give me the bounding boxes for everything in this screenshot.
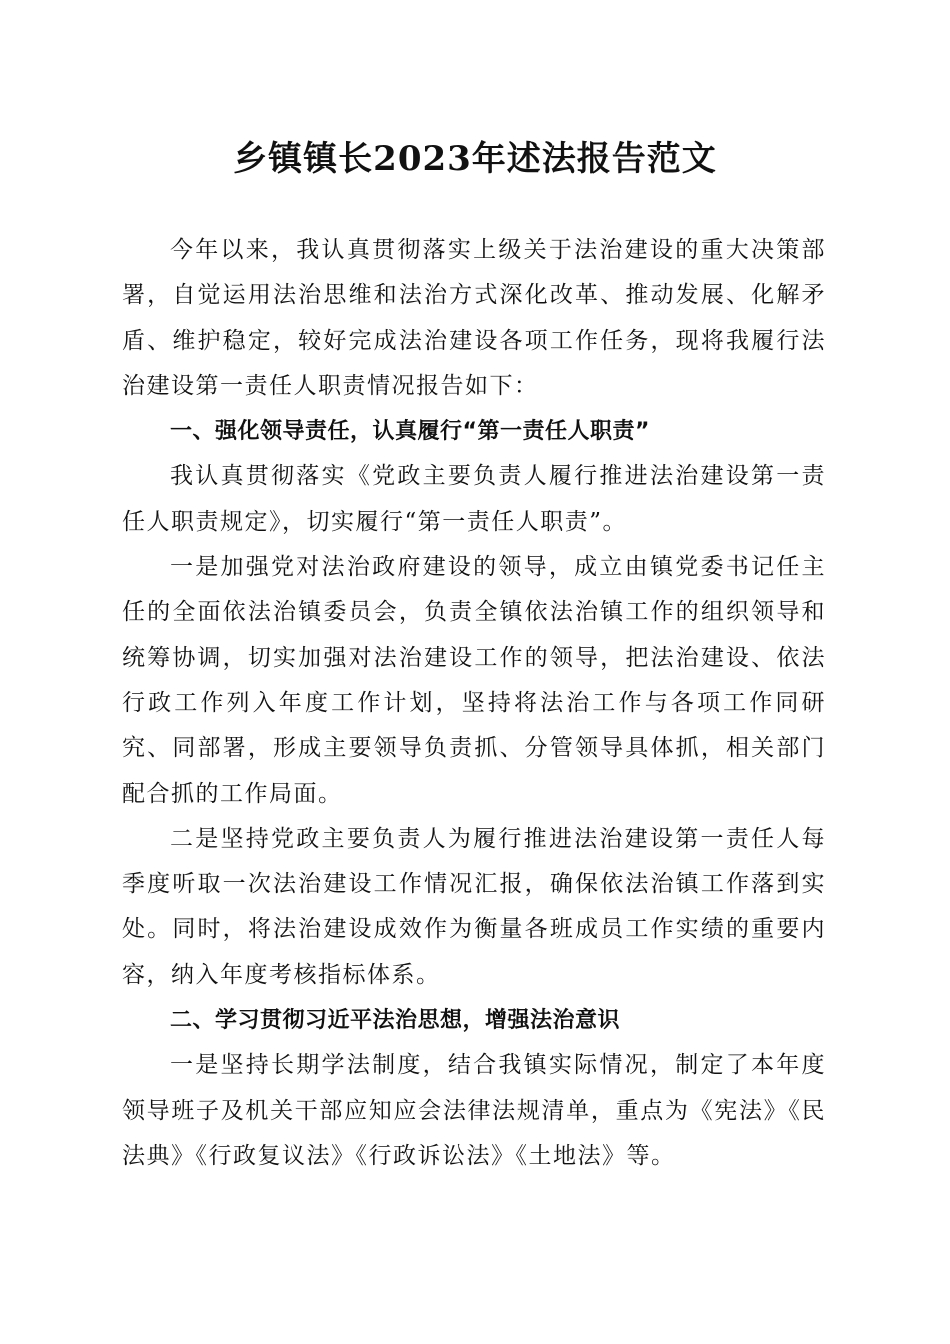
body-paragraph: 一是坚持长期学法制度，结合我镇实际情况，制定了本年度领导班子及机关干部应知应会法律法规清单，重点为《宪法》《民法典》《行政复议法》《行政诉讼法》《土地法》等。 xyxy=(122,1052,826,1169)
body-paragraph: 二是坚持党政主要负责人为履行推进法治建设第一责任人每季度听取一次法治建设工作情况汇报，确保依法治镇工作落到实处。同时，将法治建设成效作为衡量各班成员工作实绩的重要内容，纳入年度考核指标体系。 xyxy=(122,825,826,988)
document-title: 乡镇镇长2023年述法报告范文 xyxy=(233,139,717,179)
section-heading-1: 一、强化领导责任，认真履行“第一责任人职责” xyxy=(170,419,650,445)
body-paragraph: 我认真贯彻落实《党政主要负责人履行推进法治建设第一责任人职责规定》，切实履行“第一责任人职责”。 xyxy=(122,463,826,535)
intro-paragraph: 今年以来，我认真贯彻落实上级关于法治建设的重大决策部署，自觉运用法治思维和法治方式深化改革、推动发展、化解矛盾、维护稳定，较好完成法治建设各项工作任务，现将我履行法治建设第一责任人职责情况报告如下： xyxy=(122,237,826,399)
section-heading-2: 二、学习贯彻习近平法治思想，增强法治意识 xyxy=(170,1008,621,1034)
body-paragraph: 一是加强党对法治政府建设的领导，成立由镇党委书记任主任的全面依法治镇委员会，负责全镇依法治镇工作的组织领导和统筹协调，切实加强对法治建设工作的领导，把法治建设、依法行政工作列入年度工作计划，坚持将法治工作与各项工作同研究、同部署，形成主要领导负责抓、分管领导具体抓，相关部门配合抓的工作局面。 xyxy=(122,554,826,807)
document-body xyxy=(122,228,826,1179)
